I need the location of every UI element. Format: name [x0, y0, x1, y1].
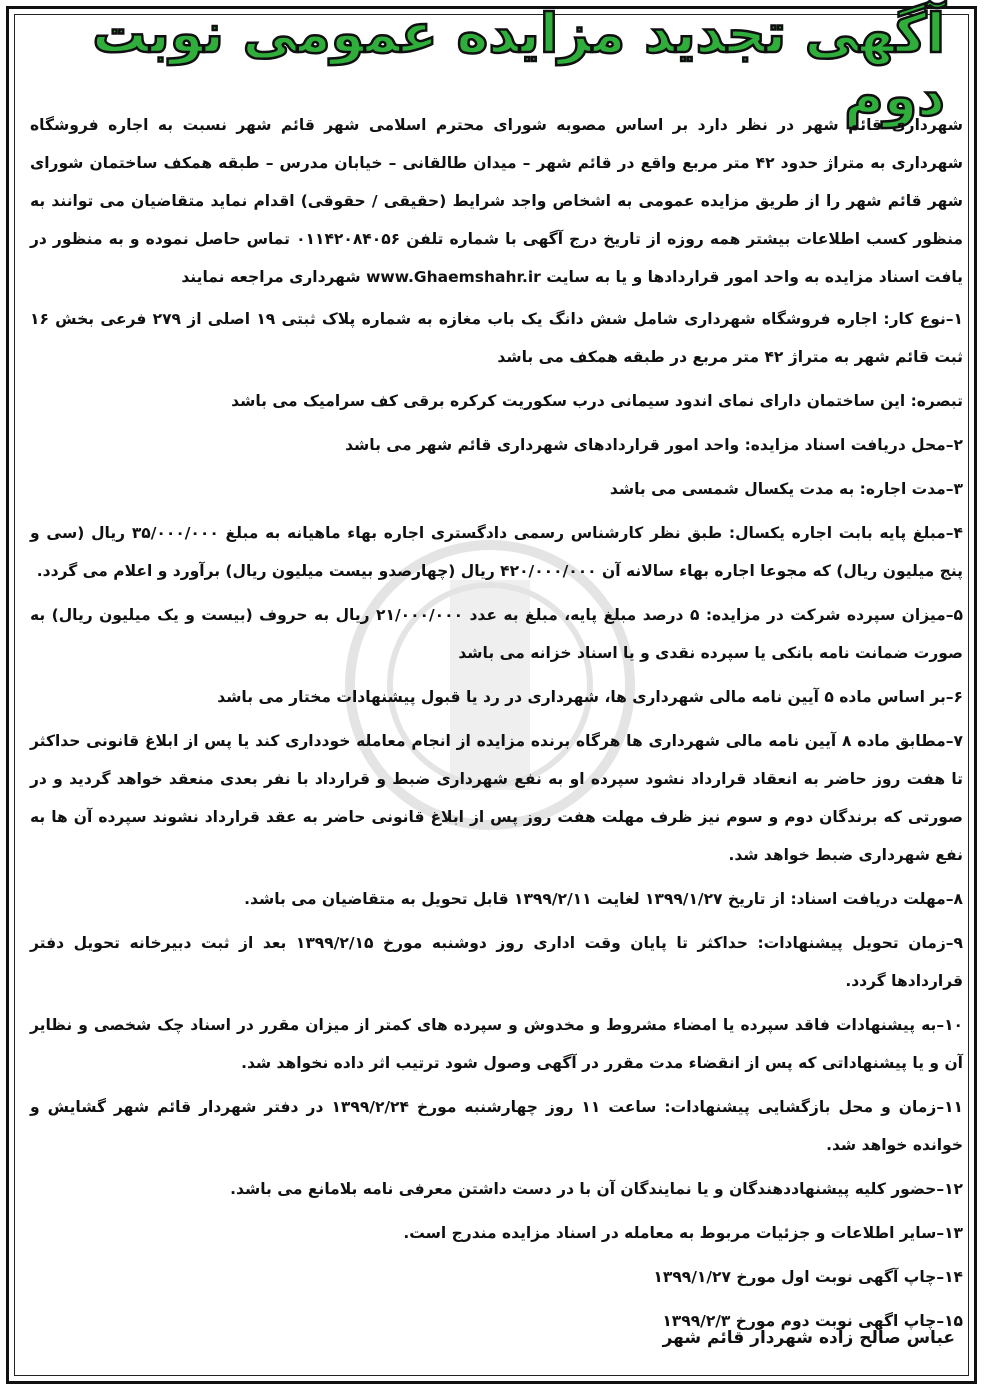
intro-text: شهرداری قائم شهر در نظر دارد بر اساس مصوبه شورای محترم اسلامی شهر قائم شهر نسبت به اجاره فروشگاه شهرداری به متراژ حدود ۴۲ متر مربع واقع در قائم شهر – میدان طالقانی – خیابان مدرس – طبقه همکف ساختمان شورای شهر قائم شهر را از طریق مزایده عمومی به اشخاص واجد شرایط (حقیقی / حقوقی) اقدام نماید متقاضیان می توانند به منظور کسب اطلاعات بیشتر همه روزه از تاریخ درج آگهی با شماره تلفن ۰۱۱۴۲۰۸۴۰۵۶ تماس حاصل نموده و به منظور در یافت اسناد مزایده به واحد امور قراردادها و یا به سایت — [30, 116, 963, 286]
signature: عباس صالح زاده شهردار قائم شهر — [662, 1328, 955, 1348]
intro-paragraph — [30, 106, 963, 296]
item-lease-duration: ۳–مدت اجاره: به مدت یکسال شمسی می باشد — [609, 480, 963, 498]
item-document-deadline: ۸–مهلت دریافت اسناد: از تاریخ ۱۳۹۹/۱/۲۷ لغایت ۱۳۹۹/۲/۱۱ قابل تحویل به متقاضیان می باشد. — [244, 890, 963, 908]
item-article-8: ۷–مطابق ماده ۸ آیین نامه مالی شهرداری ها هرگاه برنده مزایده از انجام معامله خودداری کند یا پس از ابلاغ قانونی حداکثر تا هفت روز حاضر به انعقاد قرارداد نشود سپرده او به نفع شهرداری ضبط و قرارداد با نفر بعدی منعقد خواهد گردید و در صورتی که برندگان دوم و سوم نیز ظرف مهلت هفت روز پس از ابلاغ قانونی حاضر به عقد قرارداد نشوند سپرده آن ها به نفع شهرداری ضبط خواهد شد. — [30, 732, 964, 864]
notice-body — [30, 106, 963, 1346]
item-documents-location: ۲–محل دریافت اسناد مزایده: واحد امور قراردادهای شهرداری قائم شهر می باشد — [345, 436, 963, 454]
item-invalid-bids: ۱۰–به پیشنهادات فاقد سپرده یا امضاء مشروط و مخدوش و سپرده های کمتر از میزان مقرر در اسناد چک شخصی و نظایر آن و یا پیشنهاداتی که پس از انقضاء مدت مقرر در آگهی وصول شود ترتیب اثر داده نخواهد شد. — [30, 1016, 963, 1072]
notice-title: آگهی تجدید مزایده عمومی نوبت دوم — [92, 2, 945, 128]
item-opening-time: ۱۱–زمان و محل بازگشایی پیشنهادات: ساعت ۱۱ روز چهارشنبه مورخ ۱۳۹۹/۲/۲۴ در دفتر شهردار قائم شهر گشایش و خوانده خواهد شد. — [30, 1098, 963, 1154]
item-deposit: ۵–میزان سپرده شرکت در مزایده: ۵ درصد مبلغ پایه، مبلغ به عدد ۲۱/۰۰۰/۰۰۰ ریال به حروف (بیست و یک میلیون ریال) به صورت ضمانت نامه بانکی یا سپرده نقدی و یا اسناد خزانه می باشد — [30, 606, 963, 662]
intro-text-end: شهرداری مراجعه نمایند — [181, 268, 361, 286]
item-base-price: ۴–مبلغ پایه بابت اجاره یکسال: طبق نظر کارشناس رسمی دادگستری اجاره بهاء ماهیانه به مبلغ ۳۵/۰۰۰/۰۰۰ ریال (سی و پنج میلیون ریال) که مجوعا اجاره بهاء سالانه آن ۴۲۰/۰۰۰/۰۰۰ ریال (چهارصدو بیست میلیون ریال) برآورد و اعلام می گردد. — [30, 524, 963, 580]
item-type-of-work: ۱–نوع کار: اجاره فروشگاه شهرداری شامل شش دانگ یک باب مغازه به شماره پلاک ثبتی ۱۹ اصلی از ۲۷۹ فرعی بخش ۱۶ ثبت قائم شهر به متراژ ۴۲ متر مربع در طبقه همکف می باشد — [30, 310, 963, 366]
item-article-5: ۶–بر اساس ماده ۵ آیین نامه مالی شهرداری ها، شهرداری در رد یا قبول پیشنهادات مختار می باشد — [217, 688, 963, 706]
item-attendance: ۱۲–حضور کلیه پیشنهاددهندگان و یا نمایندگان آن با در دست داشتن معرفی نامه بلامانع می باشد. — [230, 1180, 963, 1198]
item-second-print: ۱۵–چاپ اگهی نوبت دوم مورخ ۱۳۹۹/۲/۳ — [662, 1312, 963, 1330]
website-link[interactable]: www.Ghaemshahr.ir — [366, 268, 541, 286]
item-note: تبصره: این ساختمان دارای نمای اندود سیمانی درب سکوریت کرکره برقی کف سرامیک می باشد — [231, 392, 963, 410]
item-first-print: ۱۴–چاپ آگهی نوبت اول مورخ ۱۳۹۹/۱/۲۷ — [653, 1268, 963, 1286]
item-submission-time: ۹–زمان تحویل پیشنهادات: حداکثر تا پایان وقت اداری روز دوشنبه مورخ ۱۳۹۹/۲/۱۵ بعد از ثبت دبیرخانه تحویل دفتر قراردادها گردد. — [30, 934, 963, 990]
item-other-info: ۱۳–سایر اطلاعات و جزئیات مربوط به معامله در اسناد مزایده مندرج است. — [403, 1224, 963, 1242]
